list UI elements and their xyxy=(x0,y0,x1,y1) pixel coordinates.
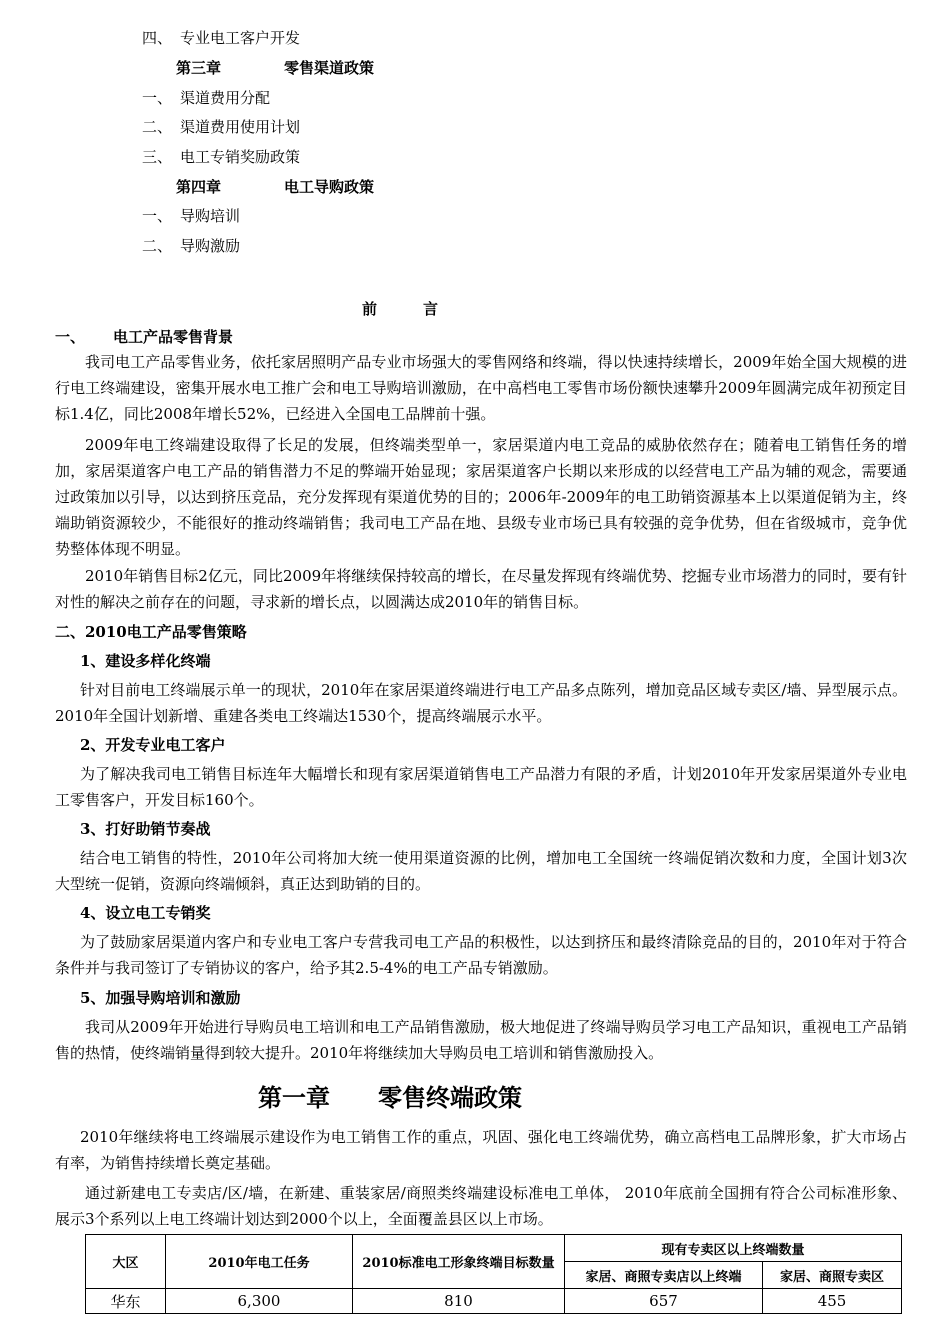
section-number: 一、 xyxy=(55,328,86,346)
toc-item-num: 二、 xyxy=(142,118,173,136)
table-header-target: 2010标准电工形象终端目标数量 xyxy=(353,1235,565,1289)
table-cell-existing-area: 455 xyxy=(763,1289,902,1314)
table-header-region: 大区 xyxy=(86,1235,166,1289)
toc-chapter-title: 电工导购政策 xyxy=(284,178,375,196)
toc-chapter-4 xyxy=(176,177,374,197)
toc-item-label: 导购培训 xyxy=(180,207,241,225)
table-cell-task: 6,300 xyxy=(166,1289,353,1314)
toc-item-label: 电工专销奖励政策 xyxy=(180,148,301,166)
paragraph: 我司从2009年开始进行导购员电工培训和电工产品销售激励，极大地促进了终端导购员学习电工产品知识，重视电工产品销售的热情，使终端销量得到较大提升。2010年将继续加大导购员电工培训和销售激励投入。 xyxy=(55,1018,907,1062)
table-header-existing-area: 家居、商照专卖区 xyxy=(763,1262,902,1289)
toc-item-label: 渠道费用使用计划 xyxy=(180,118,301,136)
subsection-heading: 4、设立电工专销奖 xyxy=(80,904,211,922)
toc-chapter-number: 第三章 xyxy=(176,59,222,77)
toc-item-label: 专业电工客户开发 xyxy=(180,29,301,47)
toc-item-4 xyxy=(142,28,300,48)
toc-item xyxy=(142,206,240,226)
paragraph: 2010年继续将电工终端展示建设作为电工销售工作的重点，巩固、强化电工终端优势，确立高档电工品牌形象，扩大市场占有率，为销售持续增长奠定基础。 xyxy=(55,1128,907,1172)
table-header-existing: 现有专卖区以上终端数量 xyxy=(565,1235,902,1262)
toc-item-label: 渠道费用分配 xyxy=(180,89,271,107)
terminal-target-table xyxy=(85,1234,902,1314)
toc-item xyxy=(142,117,300,137)
toc-item xyxy=(142,236,240,256)
chapter-name: 零售终端政策 xyxy=(378,1083,522,1112)
table-cell-existing-store: 657 xyxy=(565,1289,763,1314)
subsection-heading: 3、打好助销节奏战 xyxy=(80,820,211,838)
toc-item xyxy=(142,147,300,167)
paragraph: 2010年销售目标2亿元，同比2009年将继续保持较高的增长，在尽量发挥现有终端优势、挖掘专业市场潜力的同时，要有针对性的解决之前存在的问题，寻求新的增长点，以圆满达成2010年的销售目标。 xyxy=(55,567,907,611)
section-title: 电工产品零售背景 xyxy=(113,328,234,346)
table-cell-region: 华东 xyxy=(86,1289,166,1314)
toc-item-num: 二、 xyxy=(142,237,173,255)
section-heading: 二、2010电工产品零售策略 xyxy=(55,623,247,641)
toc-item-num: 四、 xyxy=(142,29,173,47)
toc-chapter-number: 第四章 xyxy=(176,178,222,196)
toc-item-num: 三、 xyxy=(142,148,173,166)
toc-chapter-title: 零售渠道政策 xyxy=(284,59,375,77)
toc-chapter-3 xyxy=(176,58,374,78)
toc-item xyxy=(142,88,270,108)
section-heading xyxy=(55,327,233,347)
table-header-task: 2010年电工任务 xyxy=(166,1235,353,1289)
paragraph: 我司电工产品零售业务，依托家居照明产品专业市场强大的零售网络和终端，得以快速持续增长，2009年始全国大规模的进行电工终端建设，密集开展水电工推广会和电工导购培训激励，在中高档电工零售市场份额快速攀升2009年圆满完成年初预定目标1.4亿，同比2008年增长52%，已经进入全国电工品牌前十强。 xyxy=(55,353,907,423)
foreword-title: 前言 xyxy=(362,300,485,318)
paragraph: 通过新建电工专卖店/区/墙，在新建、重装家居/商照类终端建设标准电工单体， 2010年底前全国拥有符合公司标准形象、展示3个系列以上电工终端计划达到2000个以上，全面覆盖县区以上市场。 xyxy=(55,1184,907,1228)
toc-item-num: 一、 xyxy=(142,89,173,107)
subsection-heading: 1、建设多样化终端 xyxy=(80,652,211,670)
table-row xyxy=(86,1289,902,1314)
paragraph: 结合电工销售的特性，2010年公司将加大统一使用渠道资源的比例，增加电工全国统一终端促销次数和力度，全国计划3次大型统一促销，资源向终端倾斜，真正达到助销的目的。 xyxy=(55,849,907,893)
toc-item-num: 一、 xyxy=(142,207,173,225)
chapter-title xyxy=(258,1078,522,1113)
paragraph: 针对目前电工终端展示单一的现状，2010年在家居渠道终端进行电工产品多点陈列，增加竞品区域专卖区/墙、异型展示点。2010年全国计划新增、重建各类电工终端达1530个，提高终端展示水平。 xyxy=(55,681,907,725)
paragraph: 2009年电工终端建设取得了长足的发展，但终端类型单一，家居渠道内电工竞品的威胁依然存在；随着电工销售任务的增加，家居渠道客户电工产品的销售潜力不足的弊端开始显现；家居渠道客户长期以来形成的以经营电工产品为辅的观念，需要通过政策加以引导，以达到挤压竞品，充分发挥现有渠道优势的目的；2006年-2009年的电工助销资源基本上以渠道促销为主，终端助销资源较少，不能很好的推动终端销售；我司电工产品在地、县级专业市场已具有较强的竞争优势，但在省级城市，竞争优势整体体现不明显。 xyxy=(55,436,907,558)
paragraph: 为了鼓励家居渠道内客户和专业电工客户专营我司电工产品的积极性，以达到挤压和最终清除竞品的目的，2010年对于符合条件并与我司签订了专销协议的客户，给予其2.5-4%的电工产品专销激励。 xyxy=(55,933,907,977)
subsection-heading: 5、加强导购培训和激励 xyxy=(80,989,241,1007)
table-cell-target: 810 xyxy=(353,1289,565,1314)
chapter-number: 第一章 xyxy=(258,1083,330,1112)
table-header-existing-store: 家居、商照专卖店以上终端 xyxy=(565,1262,763,1289)
paragraph: 为了解决我司电工销售目标连年大幅增长和现有家居渠道销售电工产品潜力有限的矛盾，计划2010年开发家居渠道外专业电工零售客户，开发目标160个。 xyxy=(55,765,907,809)
toc-item-label: 导购激励 xyxy=(180,237,241,255)
subsection-heading: 2、开发专业电工客户 xyxy=(80,736,226,754)
